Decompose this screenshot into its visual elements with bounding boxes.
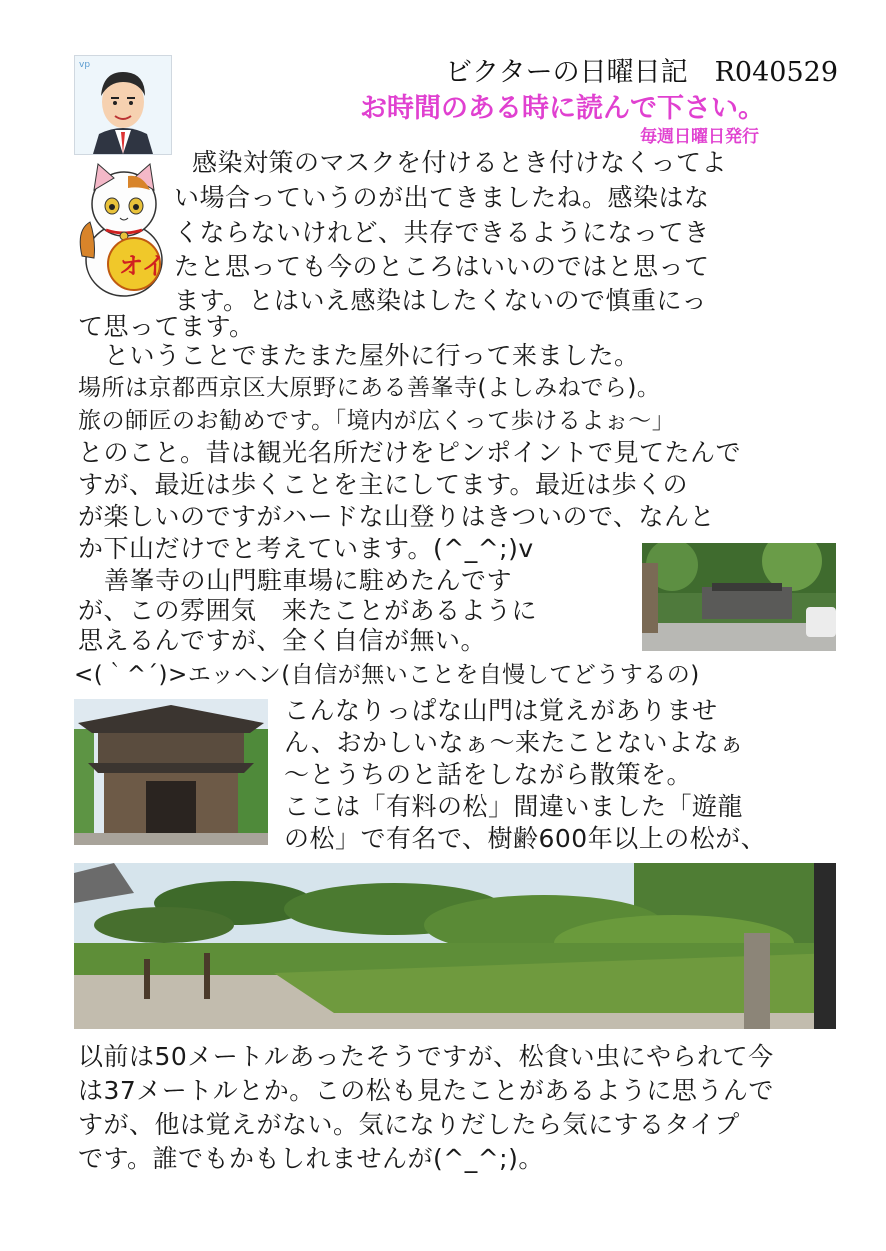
body-line: は37メートルとか。この松も見たことがあるように思うんで [78,1076,774,1105]
body-line: の松」で有名で、樹齢600年以上の松が、 [284,824,767,853]
body-line: 場所は京都西京区大原野にある善峯寺(よしみねでら)。 [78,375,661,401]
body-line: 以前は50メートルあったそうですが、松食い虫にやられて今 [78,1042,774,1071]
body-line: ということでまたまた屋外に行って来ました。 [104,341,640,370]
body-line: が楽しいのですがハードな山登りはきついので、なんと [78,502,716,531]
diary-subtitle: お時間のある時に読んで下さい。 [360,93,765,124]
cat-sign-text: オイ [119,252,166,280]
body-line: すが、最近は歩くことを主にしてます。最近は歩くの [78,470,689,499]
temple-gate-photo [74,699,268,845]
body-line: たと思っても今のところはいいのではと思って [174,252,710,281]
body-line: ん、おかしいなぁ～来たことないよなぁ [284,728,745,757]
body-line: です。誰でもかもしれませんが(^_^;)。 [78,1144,544,1173]
body-line: すが、他は覚えがない。気になりだしたら気にするタイプ [78,1110,740,1139]
body-line: 善峯寺の山門駐車場に駐めたんです [104,566,513,595]
body-line: <(｀^´)>エッヘン(自信が無いことを自慢してどうするの) [74,662,700,688]
pine-tree-panorama-photo [74,863,836,1029]
avatar-initials: vp [79,60,91,70]
body-line: て思ってます。 [78,312,255,341]
lucky-cat-illustration [76,160,174,300]
body-line: が、この雰囲気 来たことがあるように [78,596,538,625]
body-line: か下山だけでと考えています。(^_^;)v [78,534,534,563]
body-line: 旅の師匠のお勧めです。「境内が広くって歩けるよぉ～」 [78,408,676,434]
body-line: ます。とはいえ感染はしたくないので慎重にっ [174,286,708,315]
body-line: 感染対策のマスクを付けるとき付けなくってよ [192,148,728,177]
body-line: とのこと。昔は観光名所だけをピンポイントで見てたんで [78,438,742,467]
body-line: くならないけれど、共存できるようになってき [174,218,710,247]
body-line: こんなりっぱな山門は覚えがありませ [284,696,718,725]
body-line: ここは「有料の松」間違いました「遊龍 [284,792,744,821]
weekly-issue-note: 毎週日曜日発行 [640,127,759,147]
diary-title: ビクターの日曜日記 R040529 [445,57,838,88]
author-avatar [74,55,172,155]
parking-lot-photo [642,543,836,651]
body-line: 思えるんですが、全く自信が無い。 [78,626,487,655]
body-line: ～とうちのと話をしながら散策を。 [284,760,693,789]
body-line: い場合っていうのが出てきましたね。感染はな [174,183,710,212]
